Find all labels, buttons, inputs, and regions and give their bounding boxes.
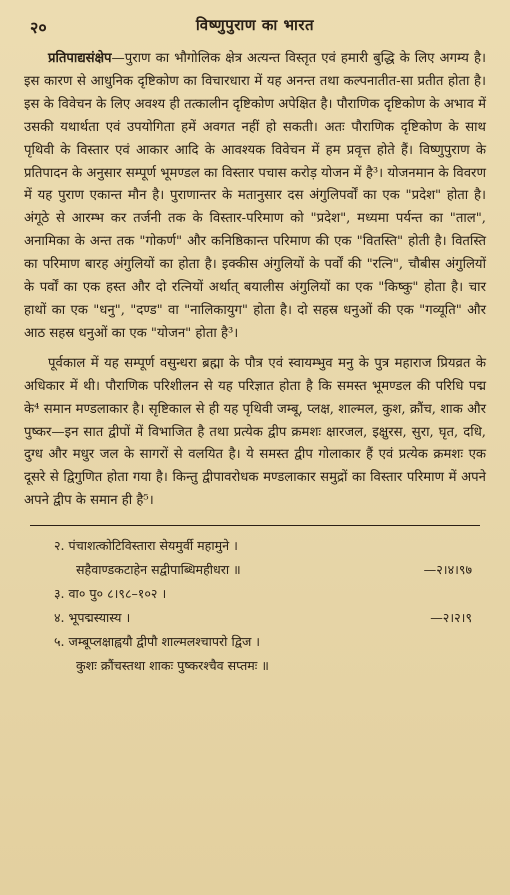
- footnote-5-line-1: [54, 630, 472, 654]
- paragraph-1-text: —पुराण का भौगोलिक क्षेत्र अत्यन्त विस्तृत एवं हमारी बुद्धि के लिए अगम्य है। इस कारण से आधुनिक दृष्टिकोण का विचारधारा में यह अनन्त तथा कल्पनातीत-सा प्रतीत होता है। इस के विवेचन के लिए अवश्य ही तत्कालीन दृष्टिकोण अपेक्षित है। पौराणिक दृष्टिकोण के अभाव में उसकी यथार्थता एवं उपयोगिता हमें अवगत नहीं हो सकती। अतः पौराणिक दृष्टिकोण के साथ पृथिवी के विस्तार एवं आकार आदि के आवश्यक विवेचन में हम प्रवृत्त होते हैं। विष्णुपुराण के प्रतिपादन के अनुसार सम्पूर्ण भूमण्डल का विस्तार पचास करोड़ योजन में है³। योजनमान के विवरण में यह पुराण एकान्त मौन है। पुराणान्तर के मतानुसार दस अंगुलिपर्वों का एक "प्रदेश" होता है। अंगूठे से आरम्भ कर तर्जनी तक के विस्तार-परिमाण को "प्रदेश", मध्यमा पर्यन्त का "ताल", अनामिका के अन्त तक "गोकर्ण" और कनिष्ठिकान्त परिमाण की एक "वितस्ति" होती है। वितस्ति का परिमाण बारह अंगुलियों का होता है। इक्कीस अंगुलियों के पर्वों की "रत्नि", चौबीस अंगुलियों के पर्वों का एक हस्त और दो रत्नियों अर्थात् बयालीस अंगुलियों का एक "किष्कु" होता है। चार हाथों का एक "धनु", "दण्ड" वा "नालिकायुग" होता है। दो सहस्र धनुओं की एक "गव्यूति" और आठ सहस्र धनुओं का एक "योजन" होता है³।: [24, 51, 486, 341]
- footnote-5-verse-1: ५. जम्बूप्लक्षाह्वयौ द्वीपौ शाल्मलश्चापरो द्विज ।: [54, 634, 261, 650]
- footnote-2-line-2: [54, 558, 472, 582]
- footnote-4-line: [54, 606, 472, 630]
- footnote-4-reference: —२।२।९: [430, 610, 472, 626]
- footnote-2-reference: —२।४।९७: [423, 562, 472, 578]
- footnote-2-verse-1: २. पंचाशत्कोटिविस्तारा सेयमुर्वी महामुने ।: [54, 538, 238, 554]
- footnote-5-line-2: [54, 654, 472, 678]
- paragraph-2-text: पूर्वकाल में यह सम्पूर्ण वसुन्धरा ब्रह्मा के पौत्र एवं स्वायम्भुव मनु के पुत्र महाराज प्रियव्रत के अधिकार में थी। पौराणिक परिशीलन से यह परिज्ञात होता है कि समस्त भूमण्डल की परिधि पद्म के⁴ समान मण्डलाकार है। सृष्टिकाल से ही यह पृथिवी जम्बू, प्लक्ष, शाल्मल, कुश, क्रौंच, शाक और पुष्कर—इन सात द्वीपों में विभाजित है तथा प्रत्येक द्वीप क्रमशः क्षारजल, इक्षुरस, सुरा, घृत, दधि, दुग्ध और मधुर जल के सागरों से वलयित है। ये समस्त द्वीप गोलाकार हैं एवं प्रत्येक क्रमशः एक दूसरे से द्विगुणित होता गया है। किन्तु द्वीपावरोधक मण्डलाकार समुद्रों का विस्तार परिमाण में अपने अपने द्वीप के समान ही है⁵।: [24, 355, 486, 509]
- footnote-4-text: ४. भूपद्मस्यास्य ।: [54, 610, 131, 626]
- footnotes: [24, 534, 486, 678]
- footnote-2-verse-2: सहैवाण्डकटाहेन सद्वीपाब्धिमहीधरा ॥: [76, 562, 241, 578]
- footnote-2-line-1: [54, 534, 472, 558]
- section-lead: प्रतिपाद्यसंक्षेप: [48, 51, 112, 66]
- footnote-divider: [30, 525, 480, 526]
- footnote-5-verse-2: कुशः क्रौंचस्तथा शाकः पुष्करश्चैव सप्तमः ॥: [76, 658, 269, 674]
- body-text: [24, 48, 486, 513]
- page-header: [24, 10, 486, 40]
- page-number: २०: [30, 18, 47, 37]
- paragraph-1: [24, 48, 486, 346]
- paragraph-2: [24, 353, 486, 513]
- footnote-3-line: [54, 582, 472, 606]
- footnote-3-text: ३. वा० पु० ८।९८–१०२ ।: [54, 586, 167, 602]
- running-title: विष्णुपुराण का भारत: [195, 16, 315, 34]
